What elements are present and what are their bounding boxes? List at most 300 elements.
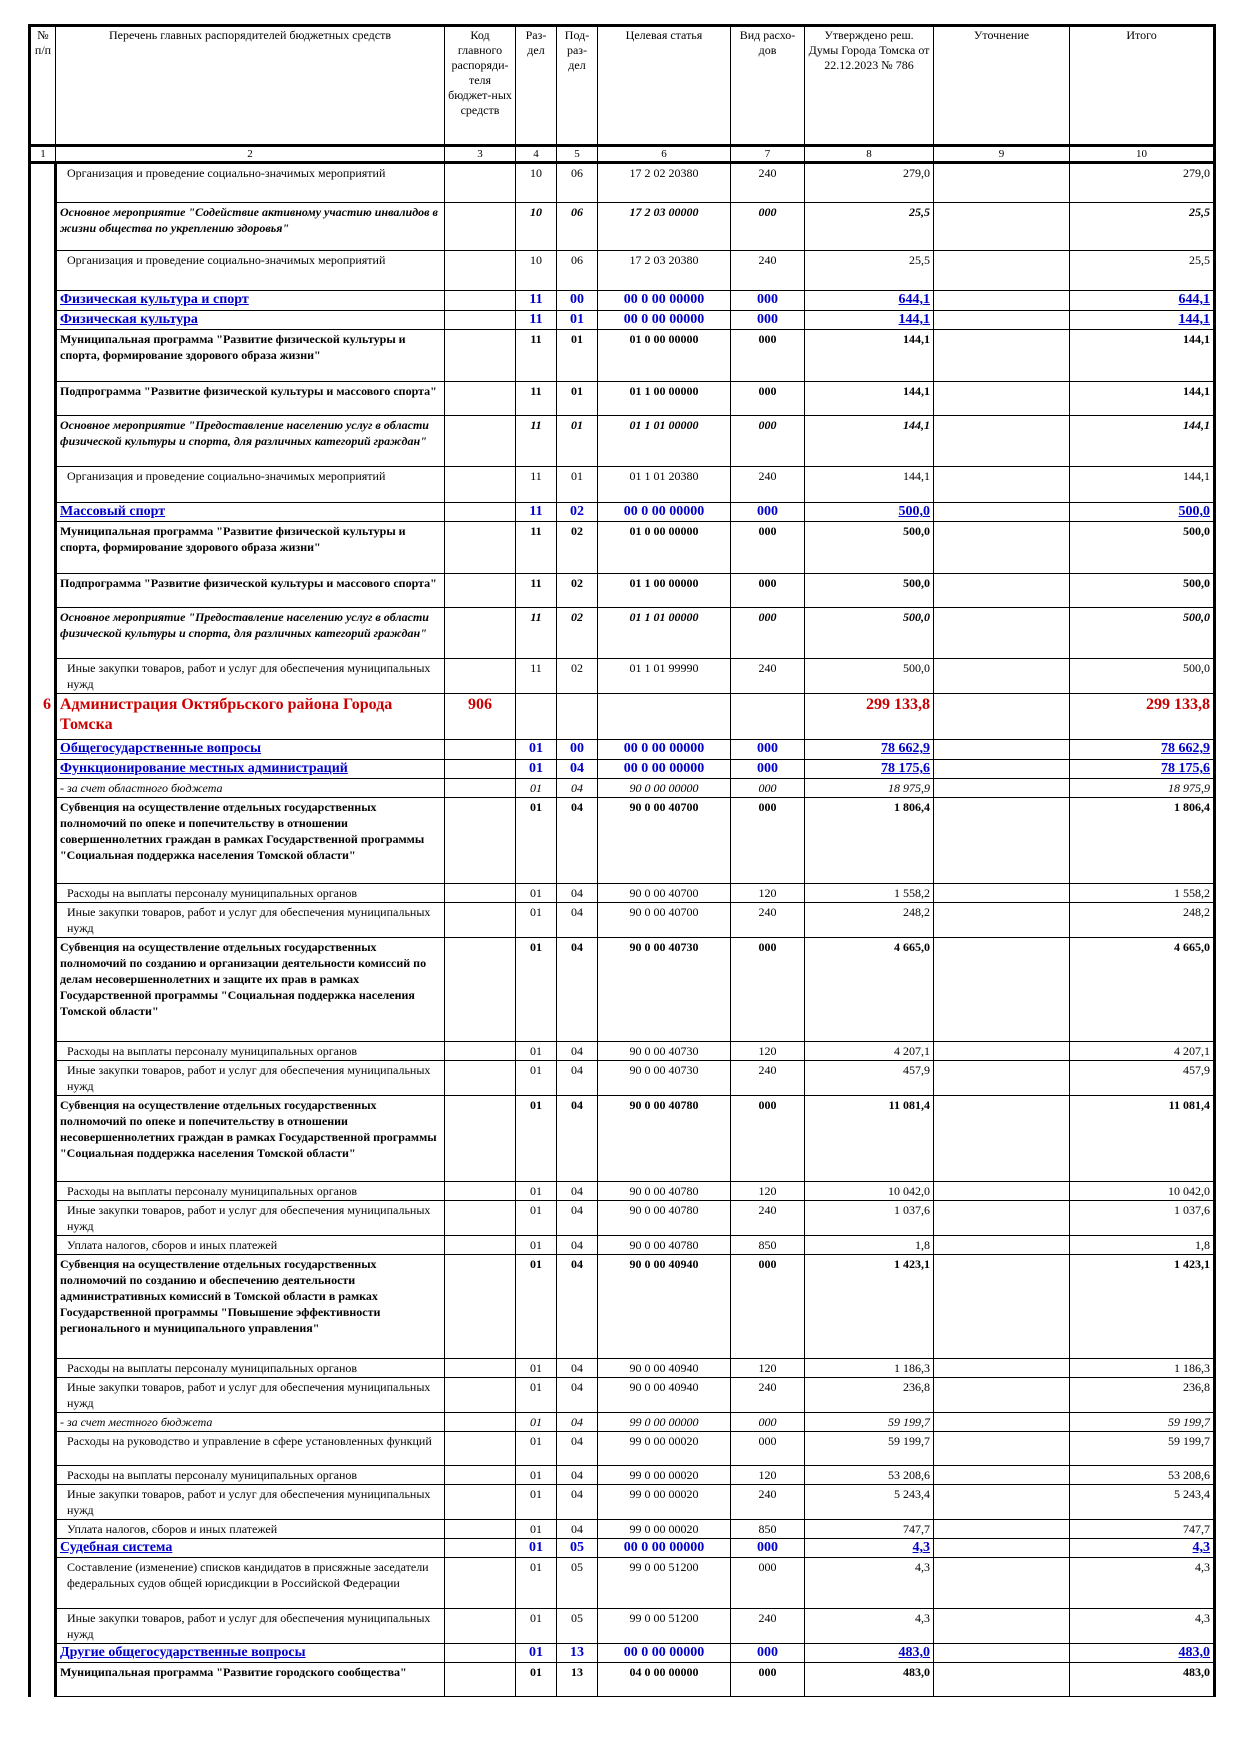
row-approved: 78 175,6 [805, 760, 934, 779]
row-subsection: 04 [557, 1520, 598, 1539]
row-recipient-code [445, 1201, 516, 1236]
row-number [30, 798, 56, 884]
table-row [30, 1609, 1215, 1644]
table-row [30, 608, 1215, 659]
row-expense-type: 000 [731, 608, 805, 659]
header-number: № п/п [30, 26, 56, 146]
row-recipient-code [445, 291, 516, 311]
table-row [30, 203, 1215, 251]
row-expense-type: 000 [731, 798, 805, 884]
row-expense-type: 000 [731, 1096, 805, 1182]
row-change [934, 798, 1070, 884]
row-subsection: 02 [557, 608, 598, 659]
table-row [30, 760, 1215, 779]
row-expense-type: 240 [731, 1609, 805, 1644]
row-change [934, 1644, 1070, 1663]
row-subsection: 13 [557, 1644, 598, 1663]
row-expense-type: 000 [731, 503, 805, 522]
row-number [30, 574, 56, 608]
row-recipient-code [445, 1663, 516, 1697]
row-recipient-code [445, 779, 516, 798]
row-name: Администрация Октябрьского района Города Томска [56, 694, 445, 740]
table-row [30, 903, 1215, 938]
row-subsection: 02 [557, 503, 598, 522]
row-number [30, 467, 56, 503]
row-target-article: 00 0 00 00000 [598, 291, 731, 311]
row-number [30, 1663, 56, 1697]
row-number [30, 760, 56, 779]
row-expense-type: 240 [731, 251, 805, 291]
header-total: Итого [1070, 26, 1215, 146]
row-expense-type: 000 [731, 1413, 805, 1432]
row-recipient-code [445, 1609, 516, 1644]
row-approved: 144,1 [805, 467, 934, 503]
row-subsection: 02 [557, 659, 598, 694]
row-subsection: 04 [557, 938, 598, 1042]
row-subsection: 04 [557, 1413, 598, 1432]
header-approved: Утверждено реш. Думы Города Томска от 22.12.2023 № 786 [805, 26, 934, 146]
row-change [934, 1096, 1070, 1182]
row-approved: 4 665,0 [805, 938, 934, 1042]
column-number-row [30, 146, 1215, 163]
row-subsection: 04 [557, 884, 598, 903]
row-number [30, 1466, 56, 1485]
row-expense-type: 850 [731, 1236, 805, 1255]
row-change [934, 1432, 1070, 1466]
row-name: Физическая культура и спорт [56, 291, 445, 311]
row-approved: 483,0 [805, 1663, 934, 1697]
row-section: 01 [516, 1609, 557, 1644]
row-expense-type: 000 [731, 740, 805, 760]
row-total: 279,0 [1070, 163, 1215, 203]
row-total: 78 662,9 [1070, 740, 1215, 760]
row-subsection [557, 694, 598, 740]
row-target-article: 90 0 00 40730 [598, 938, 731, 1042]
row-recipient-code [445, 1236, 516, 1255]
row-section: 01 [516, 740, 557, 760]
row-section [516, 694, 557, 740]
row-number [30, 203, 56, 251]
row-recipient-code [445, 1558, 516, 1609]
row-total: 78 175,6 [1070, 760, 1215, 779]
header-recipients: Перечень главных распорядителей бюджетных средств [56, 26, 445, 146]
row-number [30, 1182, 56, 1201]
row-number [30, 740, 56, 760]
row-target-article: 90 0 00 40780 [598, 1201, 731, 1236]
row-number [30, 1236, 56, 1255]
row-recipient-code [445, 903, 516, 938]
row-change [934, 938, 1070, 1042]
row-change [934, 884, 1070, 903]
row-subsection: 06 [557, 251, 598, 291]
row-name: Субвенция на осуществление отдельных государственных полномочий по опеке и попечительству в отношении несовершеннолетних граждан в рамках Государственной программы "Социальная поддержка населения Томской области" [56, 1096, 445, 1182]
row-number [30, 251, 56, 291]
row-recipient-code [445, 311, 516, 330]
row-section: 01 [516, 1663, 557, 1697]
row-target-article: 90 0 00 40730 [598, 1061, 731, 1096]
column-number: 9 [934, 146, 1070, 163]
row-section: 01 [516, 1182, 557, 1201]
table-row [30, 1485, 1215, 1520]
table-row [30, 694, 1215, 740]
row-number [30, 779, 56, 798]
row-target-article: 01 1 01 00000 [598, 608, 731, 659]
row-recipient-code [445, 1520, 516, 1539]
row-subsection: 04 [557, 1042, 598, 1061]
row-section: 01 [516, 1255, 557, 1359]
row-target-article: 01 1 00 00000 [598, 574, 731, 608]
row-target-article: 01 1 01 20380 [598, 467, 731, 503]
row-section: 01 [516, 1520, 557, 1539]
row-approved: 18 975,9 [805, 779, 934, 798]
row-section: 01 [516, 938, 557, 1042]
row-target-article: 01 1 00 00000 [598, 382, 731, 416]
row-approved: 500,0 [805, 574, 934, 608]
row-expense-type: 000 [731, 760, 805, 779]
row-section: 10 [516, 203, 557, 251]
row-approved: 500,0 [805, 503, 934, 522]
row-number [30, 659, 56, 694]
row-expense-type: 240 [731, 1061, 805, 1096]
row-approved: 644,1 [805, 291, 934, 311]
row-recipient-code [445, 938, 516, 1042]
row-target-article: 90 0 00 40940 [598, 1378, 731, 1413]
row-subsection: 04 [557, 798, 598, 884]
row-section: 01 [516, 1236, 557, 1255]
row-total: 483,0 [1070, 1644, 1215, 1663]
row-expense-type: 000 [731, 1255, 805, 1359]
row-total: 25,5 [1070, 251, 1215, 291]
row-change [934, 291, 1070, 311]
row-approved: 4,3 [805, 1558, 934, 1609]
column-number: 8 [805, 146, 934, 163]
row-change [934, 251, 1070, 291]
row-recipient-code [445, 1096, 516, 1182]
row-name: Муниципальная программа "Развитие физической культуры и спорта, формирование здорового образа жизни" [56, 330, 445, 382]
row-recipient-code [445, 1466, 516, 1485]
row-change [934, 740, 1070, 760]
row-expense-type: 240 [731, 903, 805, 938]
row-name: Иные закупки товаров, работ и услуг для обеспечения муниципальных нужд [56, 903, 445, 938]
row-target-article [598, 694, 731, 740]
row-expense-type: 120 [731, 1042, 805, 1061]
row-subsection: 04 [557, 1236, 598, 1255]
row-total: 500,0 [1070, 574, 1215, 608]
row-total: 144,1 [1070, 416, 1215, 467]
row-total: 4 665,0 [1070, 938, 1215, 1042]
row-number [30, 1644, 56, 1663]
row-total: 1 186,3 [1070, 1359, 1215, 1378]
row-target-article: 00 0 00 00000 [598, 740, 731, 760]
row-section: 10 [516, 163, 557, 203]
row-section: 11 [516, 382, 557, 416]
row-target-article: 17 2 03 00000 [598, 203, 731, 251]
row-name: Составление (изменение) списков кандидатов в присяжные заседатели федеральных судов общей юрисдикции в Российской Федерации [56, 1558, 445, 1609]
table-row [30, 1201, 1215, 1236]
column-number: 2 [56, 146, 445, 163]
row-expense-type: 000 [731, 1558, 805, 1609]
row-approved: 1 806,4 [805, 798, 934, 884]
row-target-article: 90 0 00 40700 [598, 884, 731, 903]
row-recipient-code [445, 203, 516, 251]
row-recipient-code [445, 467, 516, 503]
row-subsection: 04 [557, 1061, 598, 1096]
row-recipient-code: 906 [445, 694, 516, 740]
row-recipient-code [445, 740, 516, 760]
row-subsection: 04 [557, 1378, 598, 1413]
row-change [934, 503, 1070, 522]
table-row [30, 1236, 1215, 1255]
row-change [934, 522, 1070, 574]
table-row [30, 251, 1215, 291]
row-name: Подпрограмма "Развитие физической культуры и массового спорта" [56, 574, 445, 608]
row-approved: 500,0 [805, 608, 934, 659]
row-recipient-code [445, 1413, 516, 1432]
row-total: 10 042,0 [1070, 1182, 1215, 1201]
row-target-article: 90 0 00 40730 [598, 1042, 731, 1061]
row-subsection: 00 [557, 291, 598, 311]
column-number: 6 [598, 146, 731, 163]
row-number [30, 1201, 56, 1236]
row-approved: 1,8 [805, 1236, 934, 1255]
row-name: Организация и проведение социально-значимых мероприятий [56, 163, 445, 203]
row-target-article: 00 0 00 00000 [598, 760, 731, 779]
row-target-article: 00 0 00 00000 [598, 311, 731, 330]
row-approved: 457,9 [805, 1061, 934, 1096]
row-subsection: 04 [557, 1359, 598, 1378]
row-section: 11 [516, 608, 557, 659]
row-expense-type: 000 [731, 574, 805, 608]
table-row [30, 1255, 1215, 1359]
row-recipient-code [445, 574, 516, 608]
row-change [934, 203, 1070, 251]
row-name: Иные закупки товаров, работ и услуг для обеспечения муниципальных нужд [56, 1378, 445, 1413]
row-number [30, 1096, 56, 1182]
row-total: 144,1 [1070, 382, 1215, 416]
table-row [30, 1466, 1215, 1485]
row-approved: 4,3 [805, 1539, 934, 1558]
row-number: 6 [30, 694, 56, 740]
row-number [30, 291, 56, 311]
row-subsection: 05 [557, 1609, 598, 1644]
row-section: 01 [516, 798, 557, 884]
table-row [30, 416, 1215, 467]
row-approved: 78 662,9 [805, 740, 934, 760]
column-number: 3 [445, 146, 516, 163]
row-name: Основное мероприятие "Предоставление населению услуг в области физической культуры и спорта, для различных категорий граждан" [56, 416, 445, 467]
row-recipient-code [445, 1539, 516, 1558]
row-change [934, 1466, 1070, 1485]
row-number [30, 1558, 56, 1609]
row-change [934, 1042, 1070, 1061]
row-subsection: 00 [557, 740, 598, 760]
row-section: 11 [516, 330, 557, 382]
table-row [30, 884, 1215, 903]
row-target-article: 90 0 00 40940 [598, 1255, 731, 1359]
row-total: 644,1 [1070, 291, 1215, 311]
row-total: 5 243,4 [1070, 1485, 1215, 1520]
row-section: 01 [516, 1413, 557, 1432]
row-target-article: 90 0 00 40780 [598, 1236, 731, 1255]
row-name: Иные закупки товаров, работ и услуг для обеспечения муниципальных нужд [56, 1485, 445, 1520]
table-row [30, 1644, 1215, 1663]
row-name: Иные закупки товаров, работ и услуг для обеспечения муниципальных нужд [56, 1201, 445, 1236]
row-subsection: 13 [557, 1663, 598, 1697]
row-change [934, 330, 1070, 382]
row-target-article: 90 0 00 40780 [598, 1096, 731, 1182]
row-total: 4,3 [1070, 1539, 1215, 1558]
row-name: - за счет местного бюджета [56, 1413, 445, 1432]
row-section: 01 [516, 1359, 557, 1378]
table-row [30, 574, 1215, 608]
row-name: Субвенция на осуществление отдельных государственных полномочий по созданию и организации деятельности комиссий по делам несовершеннолетних и защите их прав в рамках Государственной программы "Социальная поддержка населения Томской области" [56, 938, 445, 1042]
row-section: 01 [516, 884, 557, 903]
row-total: 1 037,6 [1070, 1201, 1215, 1236]
row-target-article: 01 0 00 00000 [598, 330, 731, 382]
row-name: - за счет областного бюджета [56, 779, 445, 798]
row-expense-type: 000 [731, 382, 805, 416]
row-number [30, 903, 56, 938]
table-row [30, 1413, 1215, 1432]
table-row [30, 382, 1215, 416]
row-change [934, 659, 1070, 694]
row-approved: 1 558,2 [805, 884, 934, 903]
row-change [934, 760, 1070, 779]
row-change [934, 382, 1070, 416]
row-total: 59 199,7 [1070, 1432, 1215, 1466]
row-number [30, 1539, 56, 1558]
row-total: 1 558,2 [1070, 884, 1215, 903]
row-name: Расходы на выплаты персоналу муниципальных органов [56, 884, 445, 903]
row-target-article: 99 0 00 00020 [598, 1466, 731, 1485]
row-number [30, 1609, 56, 1644]
row-number [30, 503, 56, 522]
table-row [30, 1520, 1215, 1539]
row-expense-type: 120 [731, 1359, 805, 1378]
row-total: 299 133,8 [1070, 694, 1215, 740]
row-total: 483,0 [1070, 1663, 1215, 1697]
row-target-article: 00 0 00 00000 [598, 1539, 731, 1558]
row-approved: 279,0 [805, 163, 934, 203]
row-section: 01 [516, 1485, 557, 1520]
row-section: 11 [516, 291, 557, 311]
row-approved: 10 042,0 [805, 1182, 934, 1201]
budget-table [28, 24, 1216, 1697]
row-name: Массовый спорт [56, 503, 445, 522]
row-number [30, 608, 56, 659]
row-subsection: 04 [557, 1485, 598, 1520]
row-number [30, 163, 56, 203]
row-approved: 500,0 [805, 522, 934, 574]
row-total: 457,9 [1070, 1061, 1215, 1096]
row-approved: 4,3 [805, 1609, 934, 1644]
row-total: 747,7 [1070, 1520, 1215, 1539]
column-number: 5 [557, 146, 598, 163]
row-subsection: 06 [557, 163, 598, 203]
row-total: 18 975,9 [1070, 779, 1215, 798]
row-name: Расходы на выплаты персоналу муниципальных органов [56, 1359, 445, 1378]
header-recipient-code: Код главного распоряди-теля бюджет-ных средств [445, 26, 516, 146]
row-change [934, 1663, 1070, 1697]
row-approved: 144,1 [805, 330, 934, 382]
row-expense-type: 240 [731, 467, 805, 503]
row-name: Физическая культура [56, 311, 445, 330]
row-expense-type: 120 [731, 1182, 805, 1201]
row-change [934, 163, 1070, 203]
row-number [30, 1432, 56, 1466]
row-expense-type: 240 [731, 1378, 805, 1413]
column-number: 7 [731, 146, 805, 163]
table-row [30, 1432, 1215, 1466]
row-expense-type: 000 [731, 1663, 805, 1697]
row-approved: 59 199,7 [805, 1432, 934, 1466]
row-recipient-code [445, 416, 516, 467]
row-recipient-code [445, 798, 516, 884]
row-approved: 144,1 [805, 416, 934, 467]
row-name: Субвенция на осуществление отдельных государственных полномочий по опеке и попечительству в отношении совершеннолетних граждан в рамках Государственной программы "Социальная поддержка населения Томской области" [56, 798, 445, 884]
row-name: Подпрограмма "Развитие физической культуры и массового спорта" [56, 382, 445, 416]
row-approved: 144,1 [805, 382, 934, 416]
row-name: Иные закупки товаров, работ и услуг для обеспечения муниципальных нужд [56, 659, 445, 694]
row-target-article: 17 2 02 20380 [598, 163, 731, 203]
row-recipient-code [445, 760, 516, 779]
row-number [30, 330, 56, 382]
row-recipient-code [445, 1485, 516, 1520]
header-row [30, 26, 1215, 146]
row-change [934, 608, 1070, 659]
row-name: Основное мероприятие "Предоставление населению услуг в области физической культуры и спорта, для различных категорий граждан" [56, 608, 445, 659]
row-change [934, 467, 1070, 503]
row-total: 25,5 [1070, 203, 1215, 251]
row-expense-type: 000 [731, 779, 805, 798]
row-target-article: 01 0 00 00000 [598, 522, 731, 574]
row-approved: 236,8 [805, 1378, 934, 1413]
row-name: Организация и проведение социально-значимых мероприятий [56, 467, 445, 503]
row-target-article: 99 0 00 00020 [598, 1520, 731, 1539]
table-row [30, 779, 1215, 798]
row-recipient-code [445, 608, 516, 659]
row-name: Расходы на выплаты персоналу муниципальных органов [56, 1182, 445, 1201]
row-name: Функционирование местных администраций [56, 760, 445, 779]
row-change [934, 694, 1070, 740]
row-recipient-code [445, 1378, 516, 1413]
row-expense-type: 000 [731, 311, 805, 330]
row-target-article: 90 0 00 40780 [598, 1182, 731, 1201]
row-expense-type: 000 [731, 203, 805, 251]
row-total: 144,1 [1070, 311, 1215, 330]
row-target-article: 01 1 01 99990 [598, 659, 731, 694]
row-total: 11 081,4 [1070, 1096, 1215, 1182]
row-approved: 59 199,7 [805, 1413, 934, 1432]
row-subsection: 01 [557, 311, 598, 330]
row-recipient-code [445, 163, 516, 203]
row-number [30, 1042, 56, 1061]
row-subsection: 04 [557, 1096, 598, 1182]
row-change [934, 416, 1070, 467]
row-name: Муниципальная программа "Развитие городского сообщества" [56, 1663, 445, 1697]
table-row [30, 1539, 1215, 1558]
budget-sheet [28, 24, 1213, 1697]
table-row [30, 1096, 1215, 1182]
row-total: 248,2 [1070, 903, 1215, 938]
row-subsection: 05 [557, 1539, 598, 1558]
row-subsection: 04 [557, 1201, 598, 1236]
row-number [30, 382, 56, 416]
row-name: Судебная система [56, 1539, 445, 1558]
row-approved: 747,7 [805, 1520, 934, 1539]
row-section: 11 [516, 416, 557, 467]
row-target-article: 17 2 03 20380 [598, 251, 731, 291]
